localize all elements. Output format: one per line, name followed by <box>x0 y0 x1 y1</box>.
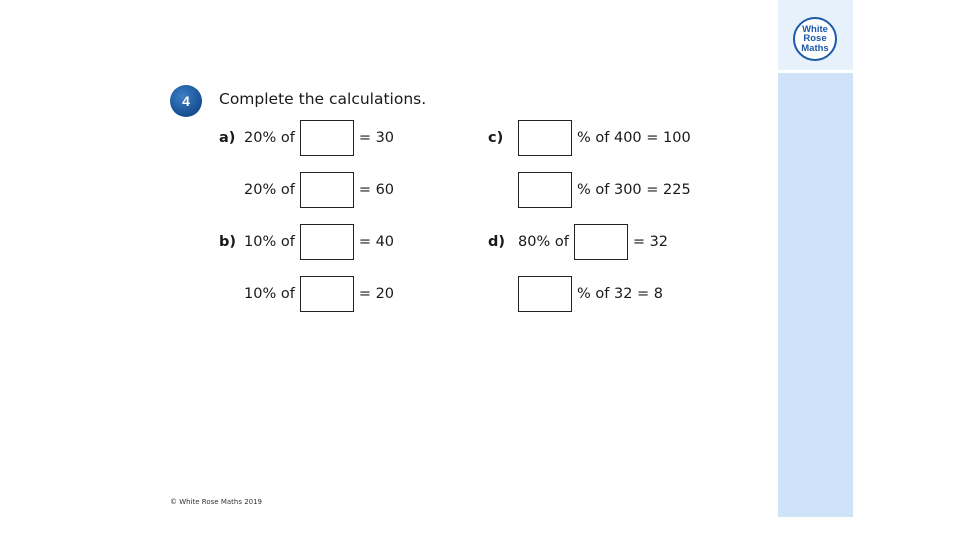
logo-line-rose: Rose <box>803 33 827 45</box>
part-d-label: d) <box>488 234 506 250</box>
part-d-row-1-prefix: 80% of <box>518 234 569 250</box>
answer-box-b1[interactable] <box>300 224 354 260</box>
part-b-row-2-prefix: 10% of <box>244 286 295 302</box>
answer-box-a2[interactable] <box>300 172 354 208</box>
part-b-row-1-prefix: 10% of <box>244 234 295 250</box>
part-c-row-2 <box>518 171 691 209</box>
part-b-label: b) <box>219 234 237 250</box>
answer-box-d1[interactable] <box>574 224 628 260</box>
part-d-row-2 <box>518 275 663 313</box>
part-b-row-1-suffix: = 40 <box>358 234 395 250</box>
sidebar-panel <box>778 0 853 517</box>
part-a-row-1-prefix: 20% of <box>244 130 295 146</box>
part-c-label: c) <box>488 130 504 146</box>
part-c-row-1 <box>518 119 691 157</box>
answer-box-d2[interactable] <box>518 276 572 312</box>
logo-line-white: White <box>802 23 828 35</box>
part-a-row-1 <box>244 119 394 157</box>
answer-box-b2[interactable] <box>300 276 354 312</box>
part-d-row-2-suffix: % of 32 = 8 <box>577 286 664 302</box>
answer-box-c2[interactable] <box>518 172 572 208</box>
copyright-notice: © White Rose Maths 2019 <box>170 498 263 506</box>
part-c-row-1-suffix: % of 400 = 100 <box>577 130 691 146</box>
part-c-row-2-suffix: % of 300 = 225 <box>577 182 691 198</box>
part-b-row-1 <box>244 223 394 261</box>
part-d-row-1-suffix: = 32 <box>632 234 669 250</box>
white-rose-maths-logo <box>793 17 837 61</box>
logo-line-maths: Maths <box>801 42 829 54</box>
part-b-row-2 <box>244 275 394 313</box>
question-instruction: Complete the calculations. <box>219 90 427 108</box>
answer-box-c1[interactable] <box>518 120 572 156</box>
question-number-badge: 4 <box>170 85 202 117</box>
part-a-row-2-suffix: = 60 <box>358 182 395 198</box>
part-a-row-2 <box>244 171 394 209</box>
part-b-row-2-suffix: = 20 <box>358 286 395 302</box>
part-a-row-2-prefix: 20% of <box>244 182 295 198</box>
part-a-row-1-suffix: = 30 <box>358 130 395 146</box>
part-d-row-1 <box>518 223 668 261</box>
answer-box-a1[interactable] <box>300 120 354 156</box>
part-a-label: a) <box>219 130 236 146</box>
